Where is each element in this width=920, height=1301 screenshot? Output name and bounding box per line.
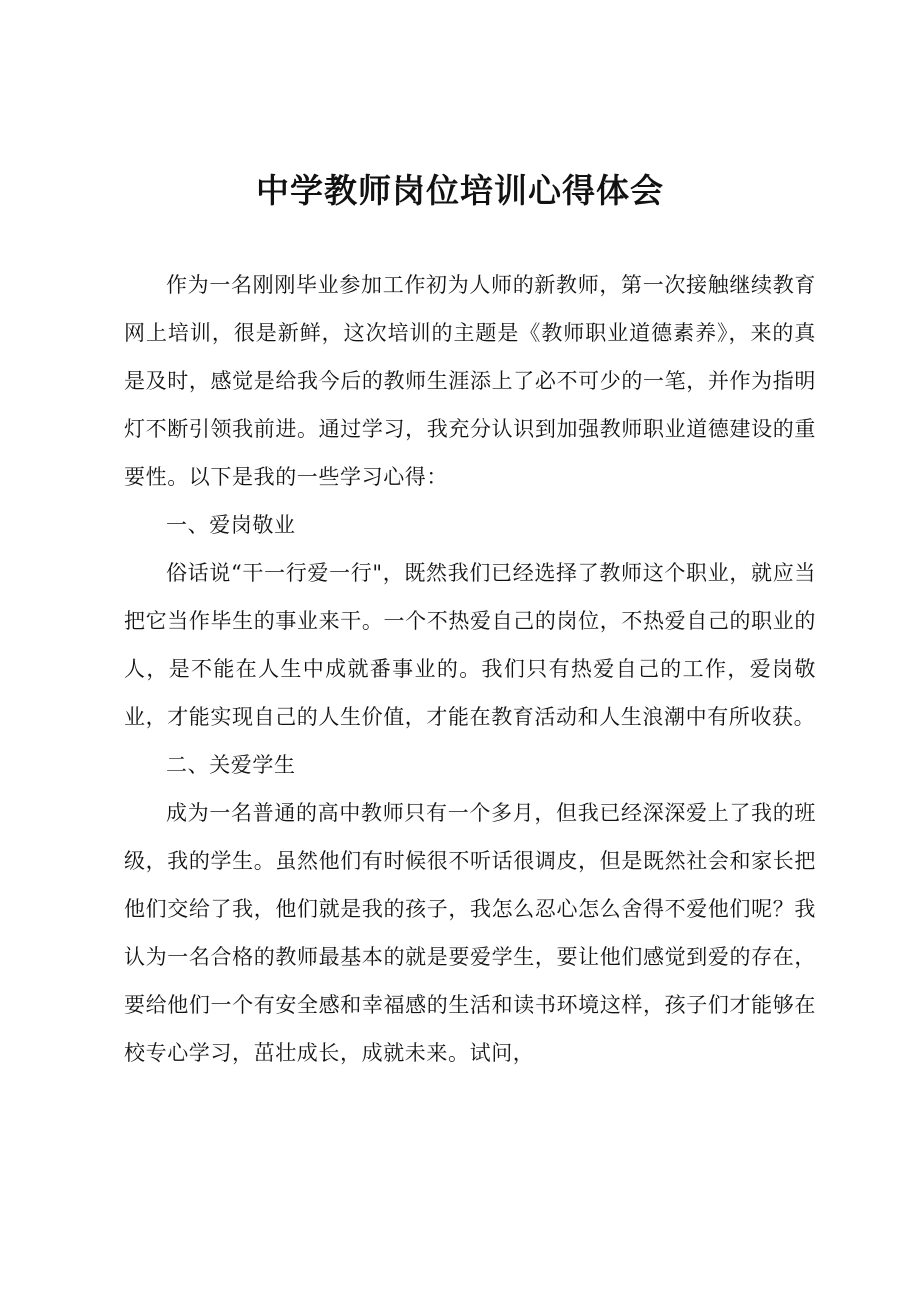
- paragraph-section-1: 俗话说“干一行爱一行"，既然我们已经选择了教师这个职业，就应当把它当作毕生的事业来干。一个不热爱自己的岗位，不热爱自己的职业的人，是不能在人生中成就番事业的。我们只有热爱自己的工作，爱岗敬业，才能实现自己的人生价值，才能在教育活动和人生浪潮中有所收获。: [124, 561, 816, 729]
- paragraph-section-2: 成为一名普通的高中教师只有一个多月，但我已经深深爱上了我的班级，我的学生。虽然他们有时候很不听话很调皮，但是既然社会和家长把他们交给了我，他们就是我的孩子，我怎么忍心怎么舍得不爱他们呢？我认为一名合格的教师最基本的就是要爱学生，要让他们感觉到爱的存在，要给他们一个有安全感和幸福感的生活和读书环境这样，孩子们才能够在校专心学习，茁壮成长，成就未来。试问，: [124, 801, 816, 1065]
- document-title: 中学教师岗位培训心得体会: [256, 171, 664, 210]
- section-heading-2: 二、关爱学生: [166, 753, 296, 777]
- document-body: [124, 261, 816, 1077]
- paragraph-intro: 作为一名刚刚毕业参加工作初为人师的新教师，第一次接触继续教育网上培训，很是新鲜，这次培训的主题是《教师职业道德素养》，来的真是及时，感觉是给我今后的教师生涯添上了必不可少的一笔，并作为指明灯不断引领我前进。通过学习，我充分认识到加强教师职业道德建设的重要性。以下是我的一些学习心得：: [124, 273, 816, 489]
- section-heading-1: 一、爱岗敬业: [166, 513, 296, 537]
